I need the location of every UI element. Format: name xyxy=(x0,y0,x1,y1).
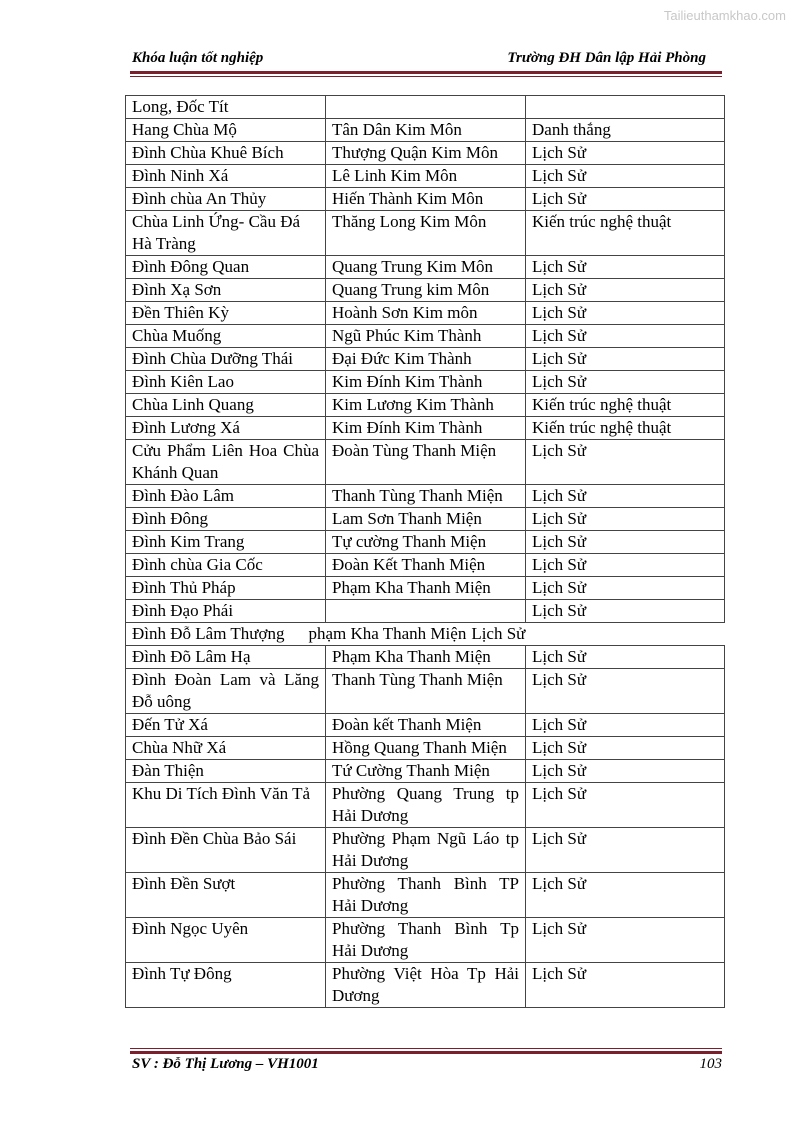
heritage-table xyxy=(125,95,725,1008)
table-row xyxy=(126,646,725,669)
cell-category: Lịch Sử xyxy=(526,737,725,760)
cell-category: Lịch Sử xyxy=(526,577,725,600)
header-right: Trường ĐH Dân lập Hải Phòng xyxy=(507,50,706,66)
cell-name: Chùa Nhữ Xá xyxy=(126,737,326,760)
table-row xyxy=(126,873,725,918)
cell-name: Đình Đạo Phái xyxy=(126,600,326,623)
cell-category: Lịch Sử xyxy=(526,531,725,554)
cell-category: Lịch Sử xyxy=(526,714,725,737)
cell-name: Đình Lương Xá xyxy=(126,417,326,440)
header-rule-thin xyxy=(130,76,722,77)
table-row xyxy=(126,783,725,828)
cell-category: Lịch Sử xyxy=(526,188,725,211)
cell-location: Lam Sơn Thanh Miện xyxy=(326,508,526,531)
cell-category: Lịch Sử xyxy=(526,646,725,669)
table-row xyxy=(126,188,725,211)
cell-category: Lịch Sử xyxy=(526,760,725,783)
table-row xyxy=(126,714,725,737)
cell-location: Phường Phạm Ngũ Láo tp Hải Dương xyxy=(326,828,526,873)
table-row xyxy=(126,142,725,165)
cell-name: Đình Đỗ Lâm Thượng xyxy=(132,624,285,643)
cell-category: Lịch Sử xyxy=(526,873,725,918)
table-row xyxy=(126,669,725,714)
table-row xyxy=(126,325,725,348)
cell-location: Hoành Sơn Kim môn xyxy=(326,302,526,325)
table-row xyxy=(126,302,725,325)
cell-location: Phường Thanh Bình Tp Hải Dương xyxy=(326,918,526,963)
cell-location: Đoàn kết Thanh Miện xyxy=(326,714,526,737)
cell-name: Đình Xạ Sơn xyxy=(126,279,326,302)
cell-category: Lịch Sử xyxy=(526,371,725,394)
footer-author: SV : Đỗ Thị Lương – VH1001 xyxy=(132,1056,319,1072)
cell-category: Lịch Sử xyxy=(526,142,725,165)
cell-location: Kim Đính Kim Thành xyxy=(326,371,526,394)
cell-category: Lịch Sử xyxy=(526,279,725,302)
cell-name: Chùa Linh Ứng- Cầu Đá Hà Tràng xyxy=(126,211,326,256)
cell-name: Long, Đốc Tít xyxy=(126,96,326,119)
cell-location: Thanh Tùng Thanh Miện xyxy=(326,669,526,714)
cell-category: Lịch Sử xyxy=(526,485,725,508)
watermark: Tailieuthamkhao.com xyxy=(663,8,786,23)
cell-name: Đến Tử Xá xyxy=(126,714,326,737)
cell-name: Đình Kiên Lao xyxy=(126,371,326,394)
footer-rule-thin xyxy=(130,1048,722,1049)
header-left: Khóa luận tốt nghiệp xyxy=(132,50,264,66)
cell-location: Hồng Quang Thanh Miện xyxy=(326,737,526,760)
table-row xyxy=(126,554,725,577)
table-row xyxy=(126,577,725,600)
cell-name: Đình Chùa Dưỡng Thái xyxy=(126,348,326,371)
table-row xyxy=(126,348,725,371)
cell-category: Lịch Sử xyxy=(526,508,725,531)
cell-category: Kiến trúc nghệ thuật xyxy=(526,394,725,417)
cell-category: Kiến trúc nghệ thuật xyxy=(526,211,725,256)
cell-category: Lịch Sử xyxy=(526,348,725,371)
table-row xyxy=(126,371,725,394)
cell-location: phạm Kha Thanh Miện xyxy=(308,624,467,643)
cell-name: Hang Chùa Mộ xyxy=(126,119,326,142)
page-number: 103 xyxy=(699,1056,722,1072)
cell-category: Lịch Sử xyxy=(526,669,725,714)
cell-location: Hiến Thành Kim Môn xyxy=(326,188,526,211)
table-row xyxy=(126,394,725,417)
cell-location: Kim Lương Kim Thành xyxy=(326,394,526,417)
cell-category: Lịch Sử xyxy=(526,828,725,873)
cell-name: Đình Chùa Khuê Bích xyxy=(126,142,326,165)
cell-category: Kiến trúc nghệ thuật xyxy=(526,417,725,440)
table-row xyxy=(126,600,725,623)
cell-name: Khu Di Tích Đình Văn Tả xyxy=(126,783,326,828)
cell-location: Phường Thanh Bình TP Hải Dương xyxy=(326,873,526,918)
cell-location: Quang Trung kim Môn xyxy=(326,279,526,302)
footer-rule-thick xyxy=(130,1051,722,1054)
cell-location xyxy=(326,96,526,119)
cell-location: Thanh Tùng Thanh Miện xyxy=(326,485,526,508)
cell-name: Đình Thủ Pháp xyxy=(126,577,326,600)
cell-name: Đình Đền Chùa Bảo Sái xyxy=(126,828,326,873)
cell-name: Đền Thiên Kỳ xyxy=(126,302,326,325)
cell-name: Đình Đoàn Lam và Lăng Đỗ uông xyxy=(126,669,326,714)
cell-name: Chùa Muống xyxy=(126,325,326,348)
cell-location: Thăng Long Kim Môn xyxy=(326,211,526,256)
cell-location: Quang Trung Kim Môn xyxy=(326,256,526,279)
table-row xyxy=(126,119,725,142)
cell-name: Đình chùa Gia Cốc xyxy=(126,554,326,577)
cell-category: Lịch Sử xyxy=(526,440,725,485)
cell-name: Chùa Linh Quang xyxy=(126,394,326,417)
cell-location: Tứ Cường Thanh Miện xyxy=(326,760,526,783)
cell-location: Thượng Quận Kim Môn xyxy=(326,142,526,165)
table-row-merged xyxy=(126,623,725,646)
table-row xyxy=(126,279,725,302)
cell-category: Danh thắng xyxy=(526,119,725,142)
cell-category: Lịch Sử xyxy=(526,918,725,963)
cell-name: Đình chùa An Thủy xyxy=(126,188,326,211)
table-row xyxy=(126,828,725,873)
cell-category: Lịch Sử xyxy=(471,624,526,643)
table-row xyxy=(126,508,725,531)
cell-name: Đình Đông Quan xyxy=(126,256,326,279)
cell-category: Lịch Sử xyxy=(526,963,725,1008)
cell-location: Đại Đức Kim Thành xyxy=(326,348,526,371)
cell-category: Lịch Sử xyxy=(526,554,725,577)
cell-category: Lịch Sử xyxy=(526,783,725,828)
cell-name: Đình Tự Đông xyxy=(126,963,326,1008)
cell-name: Đình Kim Trang xyxy=(126,531,326,554)
cell-name: Đình Đào Lâm xyxy=(126,485,326,508)
cell-category: Lịch Sử xyxy=(526,325,725,348)
table-row xyxy=(126,211,725,256)
cell-name: Đình Đõ Lâm Hạ xyxy=(126,646,326,669)
cell-location xyxy=(326,600,526,623)
table-row xyxy=(126,485,725,508)
table-row xyxy=(126,737,725,760)
table-row xyxy=(126,256,725,279)
cell-location: Phạm Kha Thanh Miện xyxy=(326,646,526,669)
cell-name: Đình Đông xyxy=(126,508,326,531)
cell-category: Lịch Sử xyxy=(526,600,725,623)
cell-location: Đoàn Kết Thanh Miện xyxy=(326,554,526,577)
cell-name: Đình Đền Sượt xyxy=(126,873,326,918)
table-row xyxy=(126,531,725,554)
cell-location: Tự cường Thanh Miện xyxy=(326,531,526,554)
table-row xyxy=(126,440,725,485)
cell-location: Lê Linh Kim Môn xyxy=(326,165,526,188)
table-row xyxy=(126,417,725,440)
cell-category: Lịch Sử xyxy=(526,256,725,279)
cell-location: Phường Việt Hòa Tp Hải Dương xyxy=(326,963,526,1008)
cell-category xyxy=(526,96,725,119)
cell-location: Phạm Kha Thanh Miện xyxy=(326,577,526,600)
page-header xyxy=(132,50,706,70)
table-row xyxy=(126,96,725,119)
cell-location: Phường Quang Trung tp Hải Dương xyxy=(326,783,526,828)
header-rule-thick xyxy=(130,71,722,74)
page-footer xyxy=(132,1056,722,1076)
cell-location: Ngũ Phúc Kim Thành xyxy=(326,325,526,348)
table-row xyxy=(126,623,725,646)
table-row xyxy=(126,918,725,963)
cell-name: Đàn Thiện xyxy=(126,760,326,783)
table-row xyxy=(126,165,725,188)
cell-location: Đoàn Tùng Thanh Miện xyxy=(326,440,526,485)
cell-location: Kim Đính Kim Thành xyxy=(326,417,526,440)
table-row xyxy=(126,963,725,1008)
cell-name: Đình Ngọc Uyên xyxy=(126,918,326,963)
table-row xyxy=(126,760,725,783)
cell-name: Đình Ninh Xá xyxy=(126,165,326,188)
cell-name: Cửu Phẩm Liên Hoa Chùa Khánh Quan xyxy=(126,440,326,485)
cell-category: Lịch Sử xyxy=(526,302,725,325)
cell-location: Tân Dân Kim Môn xyxy=(326,119,526,142)
cell-category: Lịch Sử xyxy=(526,165,725,188)
